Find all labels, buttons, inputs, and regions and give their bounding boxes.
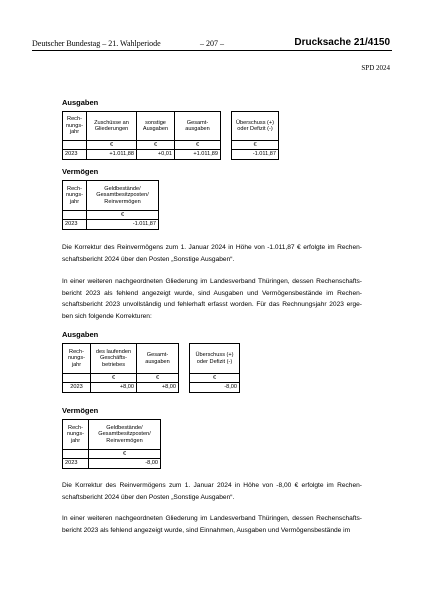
document-number: Drucksache 21/4150 bbox=[294, 37, 390, 48]
header-year: Rech- nungs- jahr bbox=[63, 181, 87, 211]
year-cell: 2023 bbox=[63, 220, 87, 229]
unit-cell: € bbox=[89, 450, 161, 459]
header-left: Deutscher Bundestag – 21. Wahlperiode bbox=[32, 39, 161, 48]
section-title-ausgaben: Ausgaben bbox=[62, 330, 99, 339]
value-cell: +1.011,89 bbox=[175, 150, 221, 159]
ueberschuss-table-1 bbox=[231, 111, 279, 160]
header-sonstige: sonstige Ausgaben bbox=[137, 112, 175, 141]
ausgaben-table-2 bbox=[62, 343, 179, 393]
year-cell: 2023 bbox=[63, 459, 89, 468]
header-zuschuesse: Zuschüsse an Gliederungen bbox=[87, 112, 137, 141]
unit-cell: € bbox=[91, 374, 137, 383]
value-cell: -1.011,87 bbox=[232, 150, 279, 159]
unit-cell: € bbox=[137, 141, 175, 150]
unit-cell: € bbox=[232, 141, 279, 150]
unit-cell: € bbox=[175, 141, 221, 150]
unit-cell-empty bbox=[63, 141, 87, 150]
header-rule bbox=[32, 50, 392, 51]
value-cell: +8,00 bbox=[91, 383, 137, 392]
header-year: Rech- nungs- jahr bbox=[63, 420, 89, 450]
section-title-ausgaben: Ausgaben bbox=[62, 98, 99, 107]
header-laufender-betrieb: des laufenden Geschäfts- betriebes bbox=[91, 344, 137, 374]
unit-cell-empty bbox=[63, 374, 91, 383]
unit-cell-empty bbox=[63, 211, 87, 220]
paragraph-correction-1: Die Korrektur des Reinvermögens zum 1. Januar 2024 in Höhe von -1.011,87 € erfolgte im Rechen-schaftsbericht 2024 über den Posten „Sonstige Ausgaben“. bbox=[62, 244, 362, 263]
vermoegen-table-2 bbox=[62, 419, 161, 469]
paragraph-correction-2: Die Korrektur des Reinvermögens zum 1. Januar 2024 in Höhe von -8,00 € erfolgte im Rechen-schaftsbericht 2024 über den Posten „Sonstige Ausgaben“. bbox=[62, 482, 362, 501]
year-cell: 2023 bbox=[63, 383, 91, 392]
unit-cell: € bbox=[87, 141, 137, 150]
paragraph-thueringen-1: In einer weiteren nachgeordneten Gliederung im Landesverband Thüringen, dessen Rechenschafts-bericht 2023 als fehlend angezeigt wurde, sind Ausgaben und Vermögensbestände im Rechen-schaftsbericht 2023 unvollständig und fehlerhaft erfasst worden. Für das Rechnungsjahr 2023 erge-ben sich folgende Korrekturen: bbox=[62, 278, 362, 320]
page-number: – 207 – bbox=[200, 39, 224, 48]
section-title-vermoegen: Vermögen bbox=[62, 406, 99, 415]
unit-cell: € bbox=[137, 374, 179, 383]
header-geldbestaende: Geldbestände/ Gesamtbesitzposten/ Reinvermögen bbox=[89, 420, 161, 450]
header-gesamt: Gesamt- ausgaben bbox=[175, 112, 221, 141]
section-title-vermoegen: Vermögen bbox=[62, 167, 99, 176]
header-geldbestaende: Geldbestände/ Gesamtbesitzposten/ Reinvermögen bbox=[87, 181, 159, 211]
header-year: Rech- nungs- jahr bbox=[63, 112, 87, 141]
header-gesamt: Gesamt- ausgaben bbox=[137, 344, 179, 374]
unit-cell-empty bbox=[63, 450, 89, 459]
value-cell: +8,00 bbox=[137, 383, 179, 392]
year-cell: 2023 bbox=[63, 150, 87, 159]
unit-cell: € bbox=[87, 211, 159, 220]
paragraph-thueringen-2: In einer weiteren nachgeordneten Gliederung im Landesverband Thüringen, dessen Rechenschafts-bericht 2023 als fehlend angezeigt wurde, sind Einnahmen, Ausgaben und Vermögensbestände im bbox=[62, 515, 362, 534]
unit-cell: € bbox=[190, 374, 240, 383]
value-cell: +0,01 bbox=[137, 150, 175, 159]
header-year: Rech- nungs- jahr bbox=[63, 344, 91, 374]
value-cell: -1.011,87 bbox=[87, 220, 159, 229]
ausgaben-table-1 bbox=[62, 111, 221, 160]
vermoegen-table-1 bbox=[62, 180, 159, 230]
header-ueberschuss: Überschuss (+) oder Defizit (-) bbox=[232, 112, 279, 141]
value-cell: -8,00 bbox=[89, 459, 161, 468]
ueberschuss-table-2 bbox=[189, 343, 240, 393]
party-tag: SPD 2024 bbox=[361, 64, 390, 72]
header-ueberschuss: Überschuss (+) oder Defizit (-) bbox=[190, 344, 240, 374]
value-cell: +1.011,88 bbox=[87, 150, 137, 159]
value-cell: -8,00 bbox=[190, 383, 240, 392]
